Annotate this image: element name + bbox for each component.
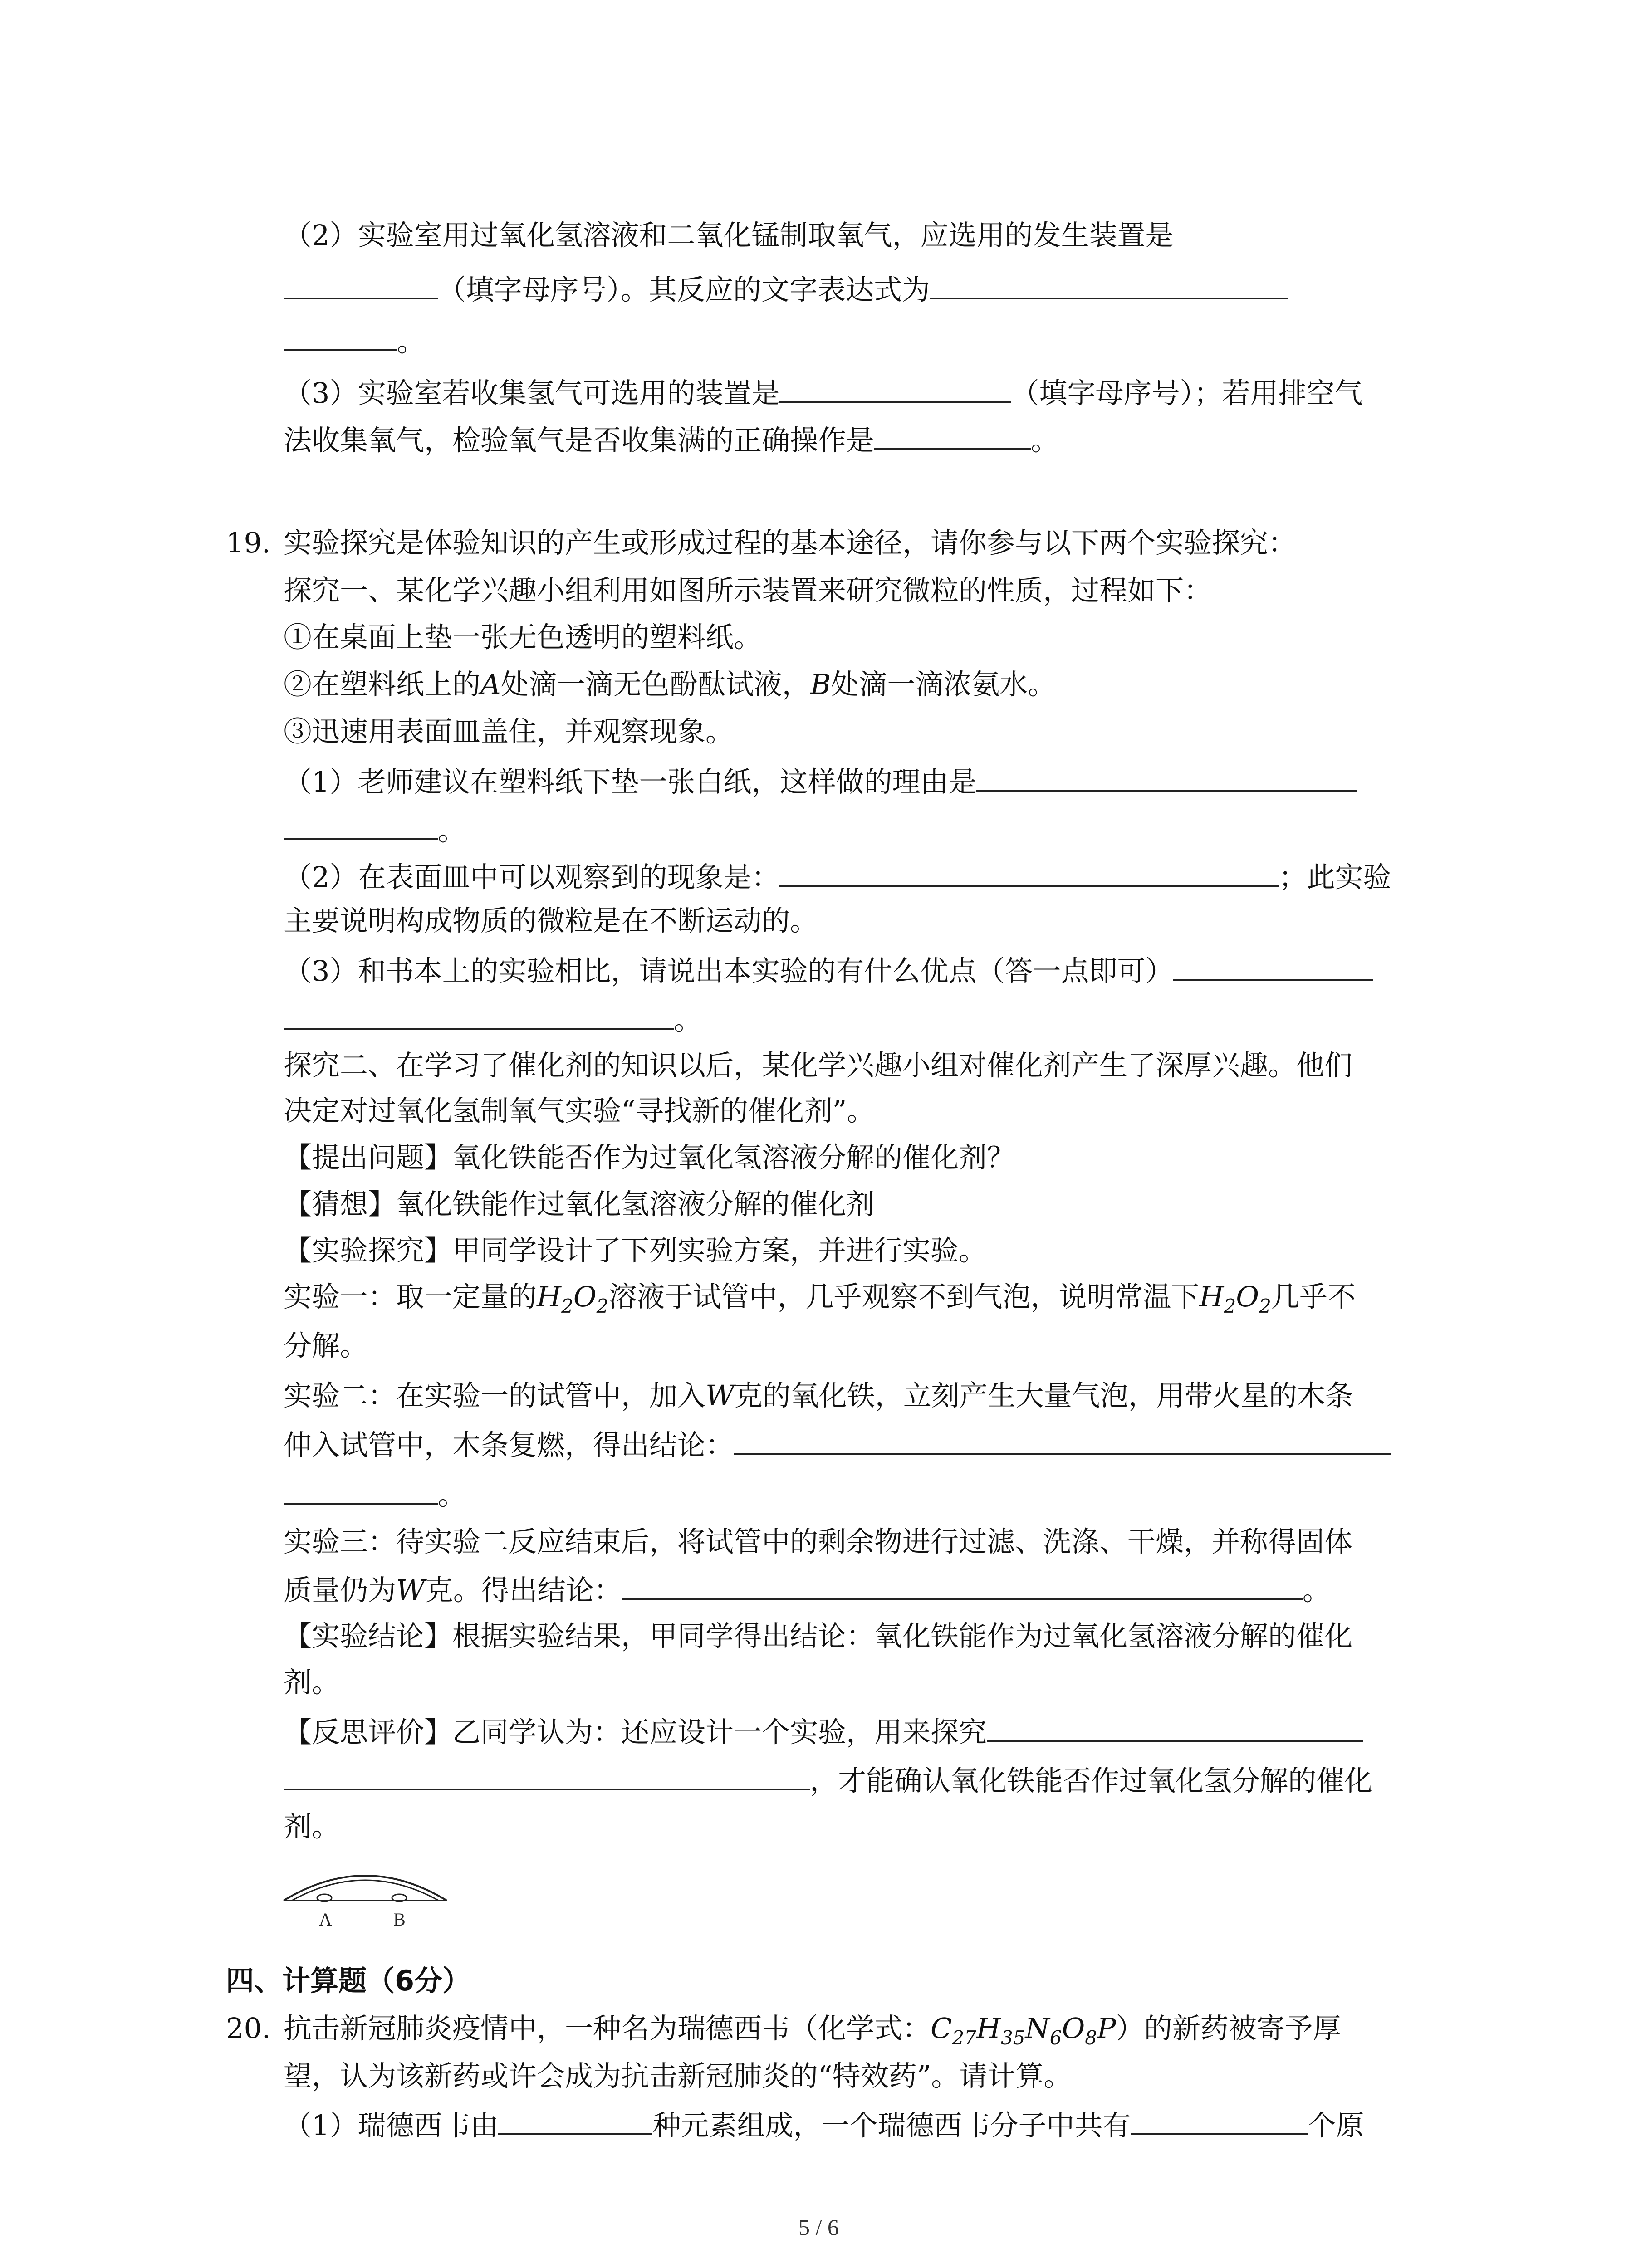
answer-blank[interactable] xyxy=(1131,2107,1308,2135)
q19-exp2-line2: 伸入试管中，木条复燃，得出结论： xyxy=(284,1427,1391,1462)
remdesivir-formula xyxy=(931,2012,1116,2049)
q19-exp1-line1: 实验一：取一定量的$H_2O_2$溶液于试管中，几乎观察不到气泡，说明常温下$H_2O_2$几乎不 xyxy=(284,1280,1356,1317)
q19-sub3-cont: 。 xyxy=(284,1002,702,1037)
answer-blank[interactable] xyxy=(622,1572,1303,1600)
label-b: B xyxy=(393,1909,406,1930)
section4-title: 四、计算题（6分） xyxy=(226,1964,471,1997)
answer-blank[interactable] xyxy=(284,1762,810,1790)
q19-sub2-cont: 主要说明构成物质的微粒是在不断运动的。 xyxy=(284,904,818,937)
q19-question: 【提出问题】氧化铁能否作为过氧化氢溶液分解的催化剂？ xyxy=(284,1141,1015,1174)
q20-sub1: （1）瑞德西韦由 种元素组成，一个瑞德西韦分子中共有 个原 xyxy=(284,2107,1364,2142)
page-number: 5 / 6 xyxy=(798,2214,839,2240)
q19-step2: ②在塑料纸上的A处滴一滴无色酚酞试液，B处滴一滴浓氨水。 xyxy=(284,668,1056,701)
formula-element: H xyxy=(976,2012,1001,2045)
answer-blank[interactable] xyxy=(874,422,1031,450)
answer-blank[interactable] xyxy=(779,859,1279,887)
q19-exp1-line2: 分解。 xyxy=(284,1329,368,1362)
q19-exp-explore: 【实验探究】甲同学设计了下列实验方案，并进行实验。 xyxy=(284,1234,987,1267)
answer-blank[interactable] xyxy=(987,1714,1363,1742)
formula-element: P xyxy=(1097,2012,1116,2045)
q19-reflect-line2: ，才能确认氧化铁能否作过氧化氢分解的催化 xyxy=(284,1762,1372,1798)
answer-blank[interactable] xyxy=(1173,953,1373,981)
q19-reflect-line3: 剂。 xyxy=(284,1810,340,1843)
q18-part2-line2 xyxy=(284,271,1288,307)
q19-sub3: （3）和书本上的实验相比，请说出本实验的有什么优点（答一点即可） xyxy=(284,953,1373,988)
q19-number: 19. xyxy=(226,526,271,559)
q19-exp2-line1: 实验二：在实验一的试管中，加入W克的氧化铁，立刻产生大量气泡，用带火星的木条 xyxy=(284,1379,1353,1412)
q20-line2: 望，认为该新药或许会成为抗击新冠肺炎的“特效药”。请计算。 xyxy=(284,2059,1072,2092)
q19-step1: ①在桌面上垫一张无色透明的塑料纸。 xyxy=(284,621,762,654)
answer-blank[interactable] xyxy=(284,812,438,840)
q19-sub2: （2）在表面皿中可以观察到的现象是： ；此实验 xyxy=(284,859,1391,894)
watch-glass-diagram xyxy=(279,1855,451,1935)
formula-element: O xyxy=(1062,2012,1085,2045)
answer-blank[interactable] xyxy=(284,1002,674,1030)
q19-sub1-cont: 。 xyxy=(284,812,466,847)
answer-blank[interactable] xyxy=(930,271,1288,299)
q19-sub1: （1）老师建议在塑料纸下垫一张白纸，这样做的理由是 xyxy=(284,763,1357,799)
answer-blank[interactable] xyxy=(779,375,1011,403)
q19-reflect-line1: 【反思评价】乙同学认为：还应设计一个实验，用来探究 xyxy=(284,1714,1363,1749)
formula-element: C xyxy=(931,2012,952,2045)
q19-exp2-line3: 。 xyxy=(284,1476,466,1512)
q18-part3-line1: （3）实验室若收集氢气可选用的装置是 （填字母序号）；若用排空气 xyxy=(284,375,1362,410)
q19-explore2-line1: 探究二、在学习了催化剂的知识以后，某化学兴趣小组对催化剂产生了深厚兴趣。他们 xyxy=(284,1049,1353,1082)
watch-glass-inner xyxy=(292,1880,439,1901)
q20-line1: 抗击新冠肺炎疫情中，一种名为瑞德西韦（化学式：$C_{27}H_{35}N_6O_8P$）的新药被寄予厚 xyxy=(284,2012,1341,2049)
label-a: A xyxy=(319,1909,332,1930)
q19-exp3-line1: 实验三：待实验二反应结束后，将试管中的剩余物进行过滤、洗涤、干燥，并称得固体 xyxy=(284,1525,1353,1558)
q20-number: 20. xyxy=(226,2012,271,2045)
formula-subscript: 35 xyxy=(1001,2027,1025,2049)
q19-conclusion-line1: 【实验结论】根据实验结果，甲同学得出结论：氧化铁能作为过氧化氢溶液分解的催化 xyxy=(284,1619,1353,1652)
answer-blank[interactable] xyxy=(976,763,1357,792)
q18-part2-text: （填字母序号）。其反应的文字表达式为 xyxy=(438,273,931,306)
q19-explore2-line2: 决定对过氧化氢制氧气实验“寻找新的催化剂”。 xyxy=(284,1094,875,1127)
formula-subscript: 27 xyxy=(952,2027,976,2049)
h2o2-formula: $H_2O_2$ xyxy=(537,1280,609,1317)
answer-blank[interactable] xyxy=(498,2107,652,2135)
q19-intro: 实验探究是体验知识的产生或形成过程的基本途径，请你参与以下两个实验探究： xyxy=(284,526,1297,559)
formula-subscript: 8 xyxy=(1085,2027,1097,2049)
answer-blank[interactable] xyxy=(284,323,397,351)
q19-exp3-line2: 质量仍为W克。得出结论： 。 xyxy=(284,1572,1331,1607)
answer-blank[interactable] xyxy=(734,1427,1391,1455)
q19-step3: ③迅速用表面皿盖住，并观察现象。 xyxy=(284,715,734,748)
q18-part2-line3: 。 xyxy=(284,323,425,358)
q18-part3-line2: 法收集氧气，检验氧气是否收集满的正确操作是 。 xyxy=(284,422,1059,457)
q19-explore1: 探究一、某化学兴趣小组利用如图所示装置来研究微粒的性质，过程如下： xyxy=(284,574,1212,607)
watch-glass-outer xyxy=(284,1876,447,1901)
formula-element: N xyxy=(1025,2012,1050,2045)
formula-subscript: 6 xyxy=(1049,2027,1062,2049)
answer-blank[interactable] xyxy=(284,1476,438,1505)
answer-blank[interactable] xyxy=(284,271,438,299)
q19-guess: 【猜想】氧化铁能作过氧化氢溶液分解的催化剂 xyxy=(284,1188,875,1221)
h2o2-formula: $H_2O_2$ xyxy=(1199,1280,1271,1317)
q18-part2-line1: （2）实验室用过氧化氢溶液和二氧化锰制取氧气，应选用的发生装置是 xyxy=(284,219,1174,252)
q19-conclusion-line2: 剂。 xyxy=(284,1666,340,1699)
